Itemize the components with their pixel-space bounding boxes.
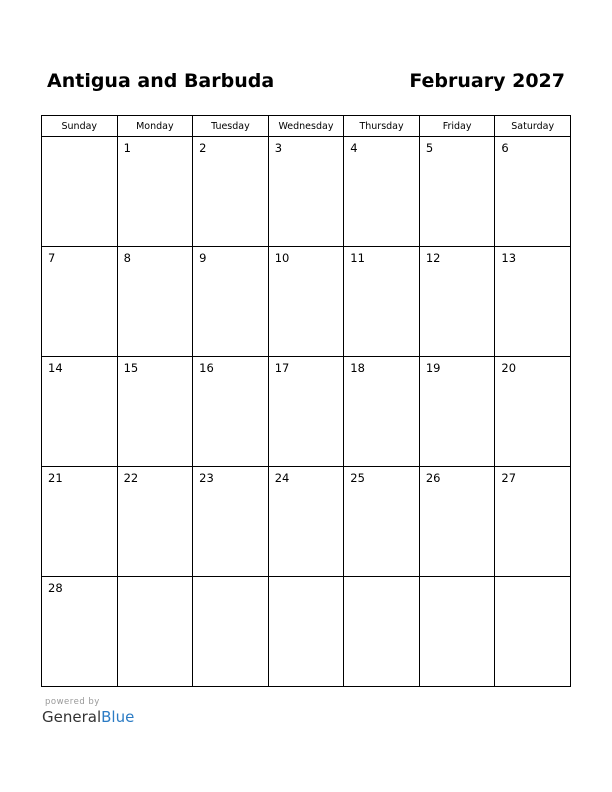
day-number <box>495 577 570 581</box>
day-cell <box>268 357 344 467</box>
day-number: 3 <box>274 141 283 155</box>
day-cell <box>193 577 269 687</box>
day-number: 15 <box>123 361 139 375</box>
day-number: 4 <box>350 141 358 155</box>
day-number: 12 <box>425 251 441 265</box>
day-number <box>42 137 117 141</box>
day-number: 16 <box>199 361 214 375</box>
day-number: 24 <box>274 471 290 485</box>
day-cell <box>117 357 193 467</box>
day-number: 25 <box>350 471 365 485</box>
day-cell <box>344 467 420 577</box>
day-number: 23 <box>199 471 214 485</box>
day-cell <box>42 577 118 687</box>
weekday-saturday: Saturday <box>495 116 571 137</box>
day-number: 20 <box>501 361 517 375</box>
week-row <box>42 137 571 247</box>
calendar-grid <box>41 115 571 687</box>
day-number: 18 <box>350 361 365 375</box>
day-cell <box>495 247 571 357</box>
day-number: 21 <box>48 471 63 485</box>
day-number <box>269 577 344 581</box>
day-number: 14 <box>48 361 63 375</box>
day-number: 9 <box>199 251 207 265</box>
day-cell <box>193 137 269 247</box>
weekday-tuesday: Tuesday <box>193 116 269 137</box>
day-number: 22 <box>123 471 139 485</box>
day-number: 28 <box>48 581 63 595</box>
day-cell <box>344 137 420 247</box>
month-title: February 2027 <box>409 70 565 92</box>
day-cell <box>268 577 344 687</box>
day-cell <box>193 467 269 577</box>
brand-general-text: General <box>42 708 102 726</box>
day-number: 17 <box>274 361 290 375</box>
generalblue-logo <box>42 708 134 726</box>
day-number: 1 <box>123 141 131 155</box>
day-number <box>193 577 268 581</box>
weekday-wednesday: Wednesday <box>268 116 344 137</box>
day-cell <box>344 247 420 357</box>
day-number: 7 <box>48 251 56 265</box>
footer-branding <box>42 697 134 726</box>
day-number: 13 <box>501 251 517 265</box>
day-cell <box>268 467 344 577</box>
weekday-monday: Monday <box>117 116 193 137</box>
day-number: 10 <box>274 251 290 265</box>
day-number: 19 <box>425 361 441 375</box>
day-number: 6 <box>501 141 509 155</box>
day-cell <box>117 467 193 577</box>
day-cell <box>419 357 495 467</box>
day-cell <box>495 577 571 687</box>
day-number <box>344 577 419 581</box>
week-row <box>42 467 571 577</box>
day-cell <box>495 467 571 577</box>
day-number: 11 <box>350 251 365 265</box>
day-cell <box>42 467 118 577</box>
weekday-sunday: Sunday <box>42 116 118 137</box>
week-row <box>42 577 571 687</box>
day-cell <box>495 137 571 247</box>
day-cell <box>117 247 193 357</box>
day-number: 8 <box>123 251 131 265</box>
brand-blue-text: Blue <box>101 708 135 726</box>
day-number: 5 <box>425 141 434 155</box>
day-cell <box>419 247 495 357</box>
day-cell <box>419 577 495 687</box>
day-cell <box>117 577 193 687</box>
day-cell <box>344 577 420 687</box>
week-row <box>42 357 571 467</box>
day-cell <box>193 357 269 467</box>
day-cell <box>344 357 420 467</box>
day-number: 2 <box>199 141 207 155</box>
week-row <box>42 247 571 357</box>
day-cell <box>42 247 118 357</box>
calendar-header <box>47 70 565 100</box>
country-title: Antigua and Barbuda <box>47 70 275 92</box>
weekday-friday: Friday <box>419 116 495 137</box>
day-cell <box>42 137 118 247</box>
day-cell <box>419 467 495 577</box>
day-number <box>420 577 495 581</box>
weekday-header-row <box>42 116 571 137</box>
day-cell <box>495 357 571 467</box>
day-cell <box>268 247 344 357</box>
day-cell <box>193 247 269 357</box>
day-number: 26 <box>425 471 441 485</box>
powered-by-text: powered by <box>45 697 100 707</box>
weekday-thursday: Thursday <box>344 116 420 137</box>
day-number <box>118 577 193 581</box>
day-cell <box>42 357 118 467</box>
day-number: 27 <box>501 471 517 485</box>
day-cell <box>268 137 344 247</box>
day-cell <box>117 137 193 247</box>
day-cell <box>419 137 495 247</box>
